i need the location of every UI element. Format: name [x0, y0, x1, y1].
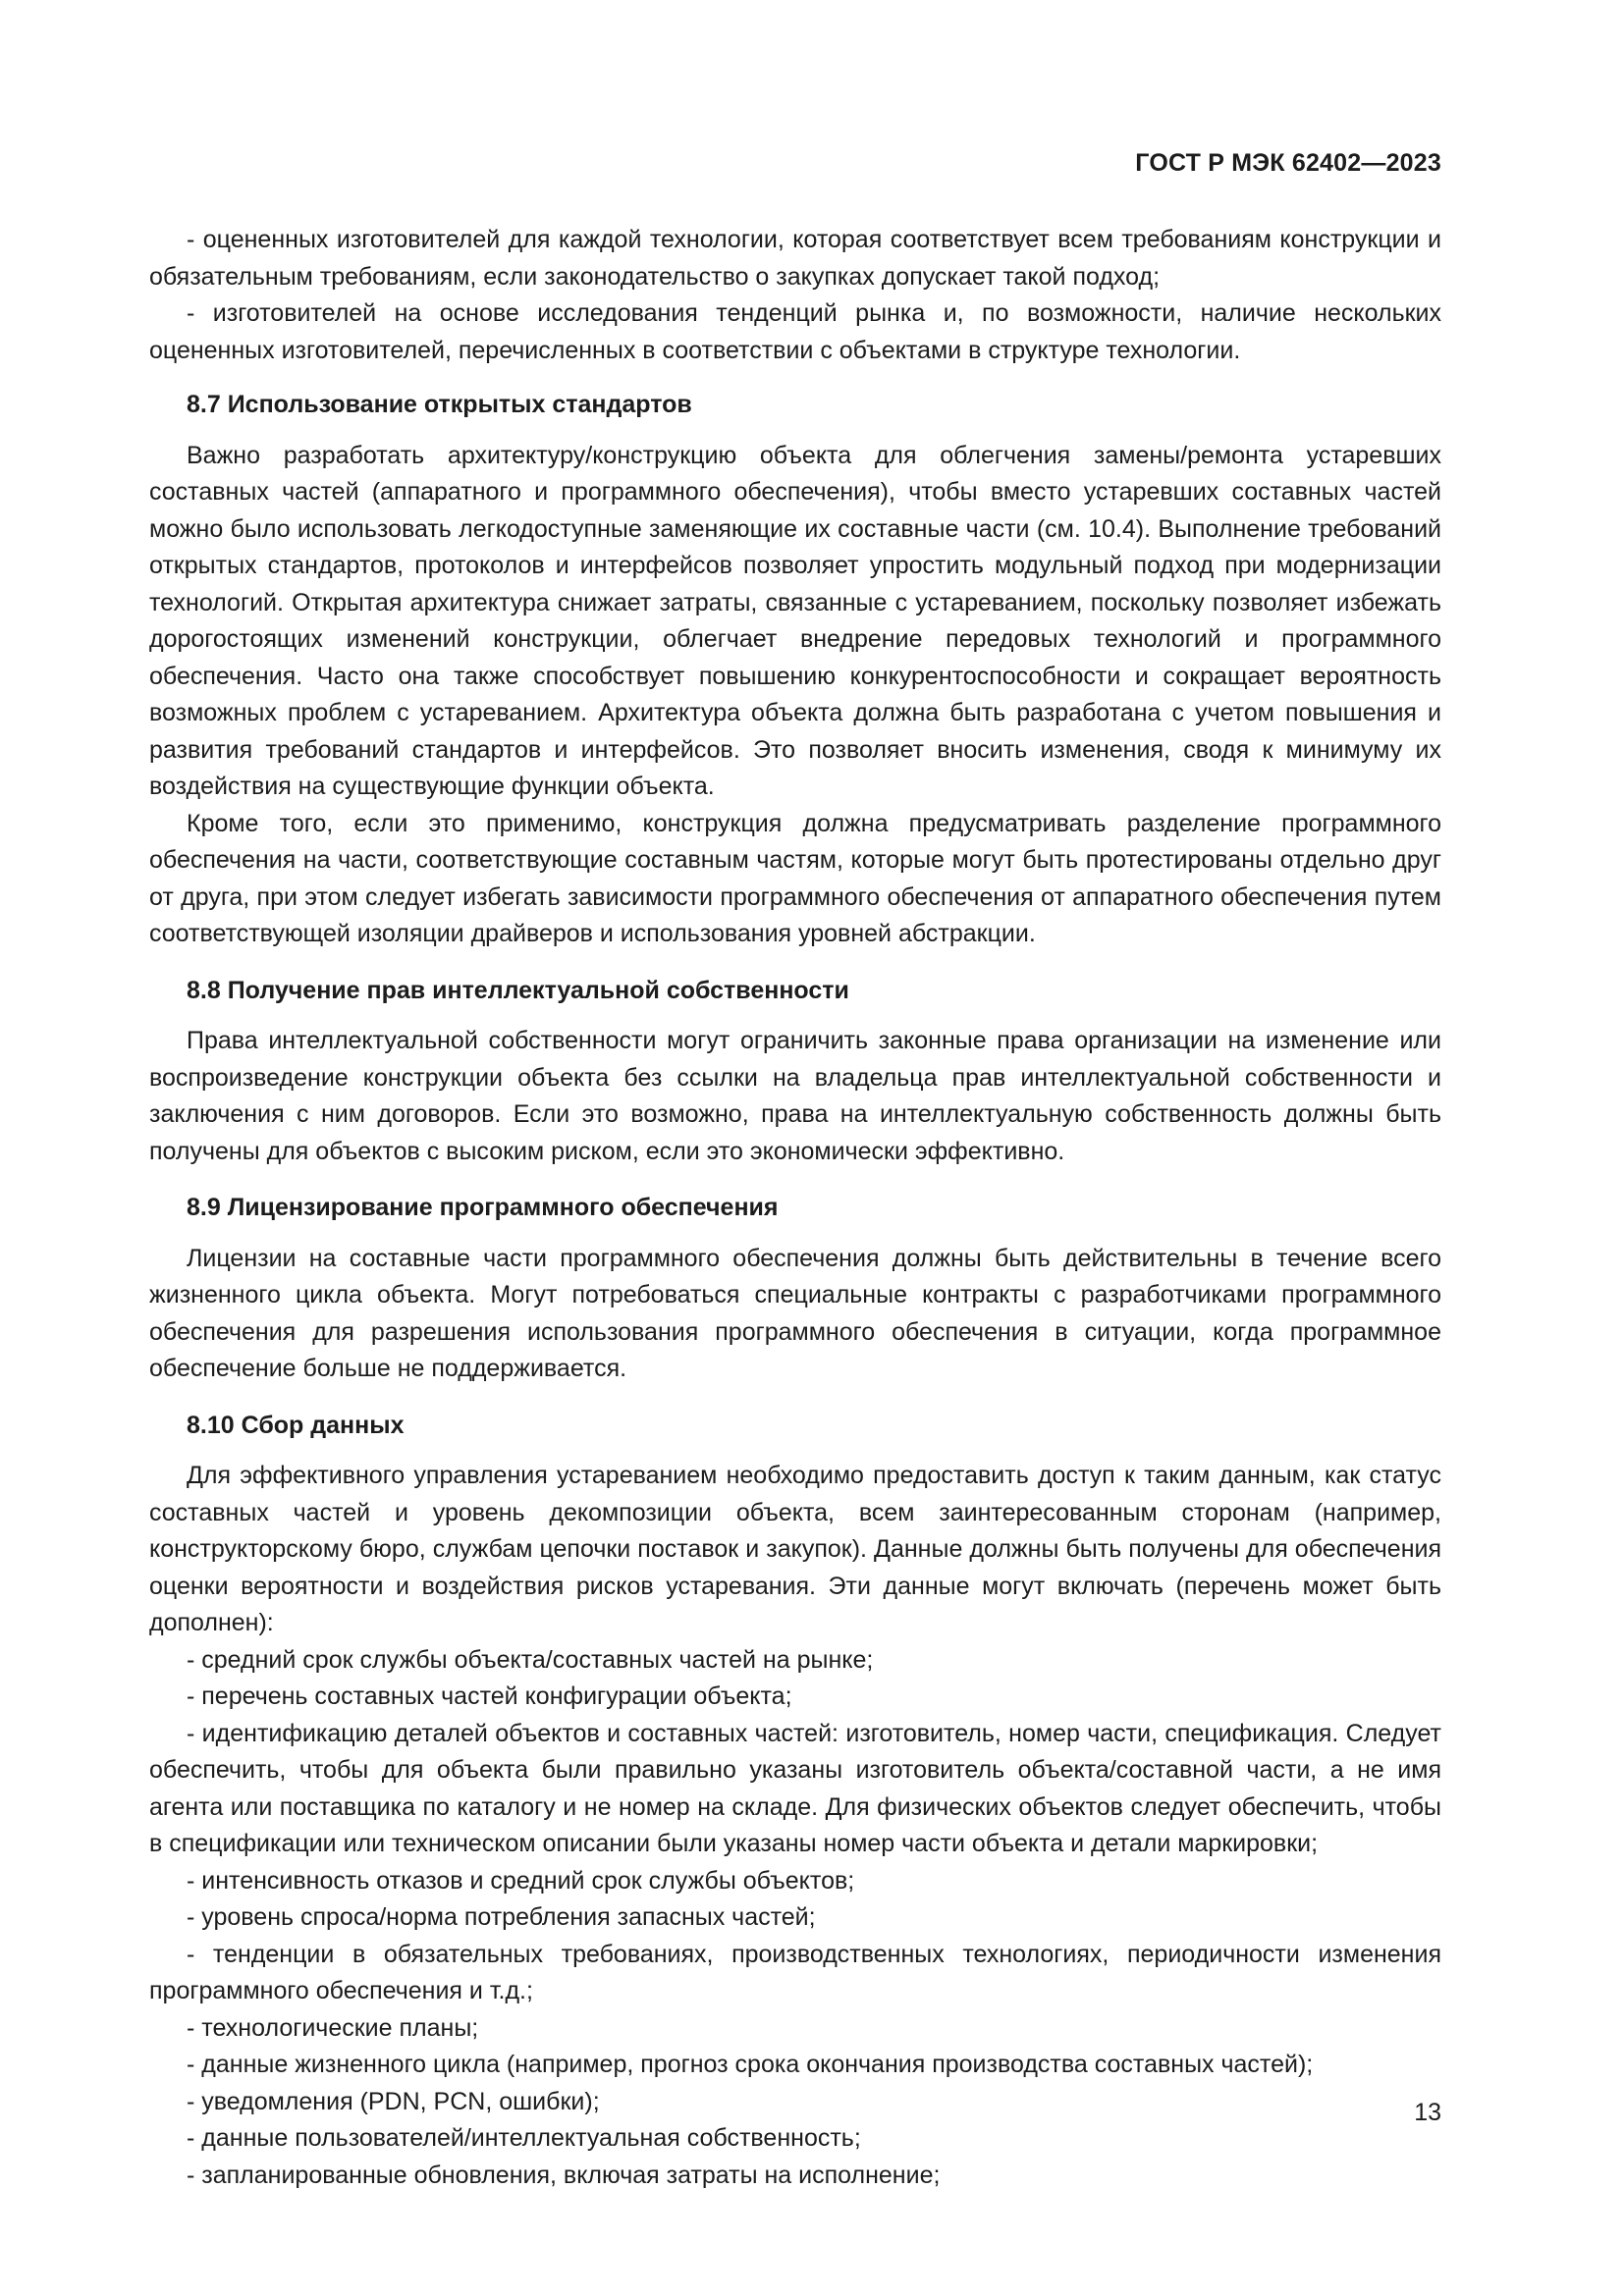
list-item: - оцененных изготовителей для каждой технологии, которая соответствует всем требованиям конструкции и обязательным требованиям, если законодательство о закупках допускает такой подход;	[149, 226, 1441, 291]
section-8-8	[149, 973, 1441, 1171]
document-header: ГОСТ Р МЭК 62402—2023	[1135, 149, 1441, 177]
section-8-10	[149, 1408, 1441, 2195]
section-8-9	[149, 1190, 1441, 1388]
list-item: - изготовителей на основе исследования тенденций рынка и, по возможности, наличие нескольких оцененных изготовителей, перечисленных в соответствии с объектами в структуре технологии.	[149, 299, 1441, 364]
section-title: 8.7 Использование открытых стандартов	[187, 391, 692, 418]
list-item: - интенсивность отказов и средний срок службы объектов;	[187, 1866, 855, 1895]
paragraph: Права интеллектуальной собственности могут ограничить законные права организации на изменение или воспроизведение конструкции объекта без ссылки на владельца прав интеллектуальной собственности и заключения с ним договоров. Если это возможно, права на интеллектуальную собственность должны быть получены для объектов с высоким риском, если это экономически эффективно.	[149, 1027, 1441, 1165]
list-item: - уведомления (PDN, PCN, ошибки);	[187, 2087, 600, 2115]
list-item: - данные пользователей/интеллектуальная собственность;	[187, 2124, 861, 2152]
list-item: - запланированные обновления, включая затраты на исполнение;	[187, 2161, 941, 2189]
paragraph: Лицензии на составные части программного обеспечения должны быть действительны в течение всего жизненного цикла объекта. Могут потребоваться специальные контракты с разработчиками программного обеспечения для разрешения использования программного обеспечения в ситуации, когда программное обеспечение больше не поддерживается.	[149, 1244, 1441, 1382]
list-item: - тенденции в обязательных требованиях, производственных технологиях, периодичности изменения программного обеспечения и т.д.;	[149, 1940, 1441, 2004]
paragraph: Кроме того, если это применимо, конструкция должна предусматривать разделение программного обеспечения на части, соответствующие составным частям, которые могут быть протестированы отдельно друг от друга, при этом следует избегать зависимости программного обеспечения от аппаратного обеспечения путем соответствующей изоляции драйверов и использования уровней абстракции.	[149, 809, 1441, 947]
intro-list	[149, 222, 1441, 369]
page-number: 13	[1414, 2099, 1441, 2126]
paragraph: Важно разработать архитектуру/конструкцию объекта для облегчения замены/ремонта устаревших составных частей (аппаратного и программного обеспечения), чтобы вместо устаревших составных частей можно было использовать легкодоступные заменяющие их составные части (см. 10.4). Выполнение требований открытых стандартов, протоколов и интерфейсов позволяет упростить модульный подход при модернизации технологий. Открытая архитектура снижает затраты, связанные с устареванием, поскольку позволяет избежать дорогостоящих изменений конструкции, облегчает внедрение передовых технологий и программного обеспечения. Часто она также способствует повышению конкурентоспособности и сокращает вероятность возможных проблем с устареванием. Архитектура объекта должна быть разработана с учетом повышения и развития требований стандартов и интерфейсов. Это позволяет вносить изменения, сводя к минимуму их воздействия на существующие функции объекта.	[149, 441, 1441, 800]
list-item: - перечень составных частей конфигурации объекта;	[187, 1682, 792, 1710]
list-item: - уровень спроса/норма потребления запасных частей;	[187, 1903, 816, 1931]
list-item: - технологические планы;	[187, 2013, 479, 2042]
document-body	[149, 222, 1441, 2194]
section-title: 8.9 Лицензирование программного обеспечения	[187, 1194, 779, 1221]
section-8-7	[149, 387, 1441, 953]
section-title: 8.8 Получение прав интеллектуальной собственности	[187, 976, 849, 1004]
list-item: - данные жизненного цикла (например, прогноз срока окончания производства составных частей);	[187, 2051, 1314, 2078]
paragraph: Для эффективного управления устареванием необходимо предоставить доступ к таким данным, как статус составных частей и уровень декомпозиции объекта, всем заинтересованным сторонам (например, конструкторскому бюро, службам цепочки поставок и закупок). Данные должны быть получены для обеспечения оценки вероятности и воздействия рисков устаревания. Эти данные могут включать (перечень может быть дополнен):	[149, 1462, 1441, 1636]
section-title: 8.10 Сбор данных	[187, 1411, 405, 1439]
list-item: - идентификацию деталей объектов и составных частей: изготовитель, номер части, спецификация. Следует обеспечить, чтобы для объекта были правильно указаны изготовитель объекта/составной части, а не имя агента или поставщика по каталогу и не номер на складе. Для физических объектов следует обеспечить, чтобы в спецификации или техническом описании были указаны номер части объекта и детали маркировки;	[149, 1719, 1441, 1857]
list-item: - средний срок службы объекта/составных частей на рынке;	[187, 1645, 874, 1674]
data-list	[149, 1642, 1441, 2195]
